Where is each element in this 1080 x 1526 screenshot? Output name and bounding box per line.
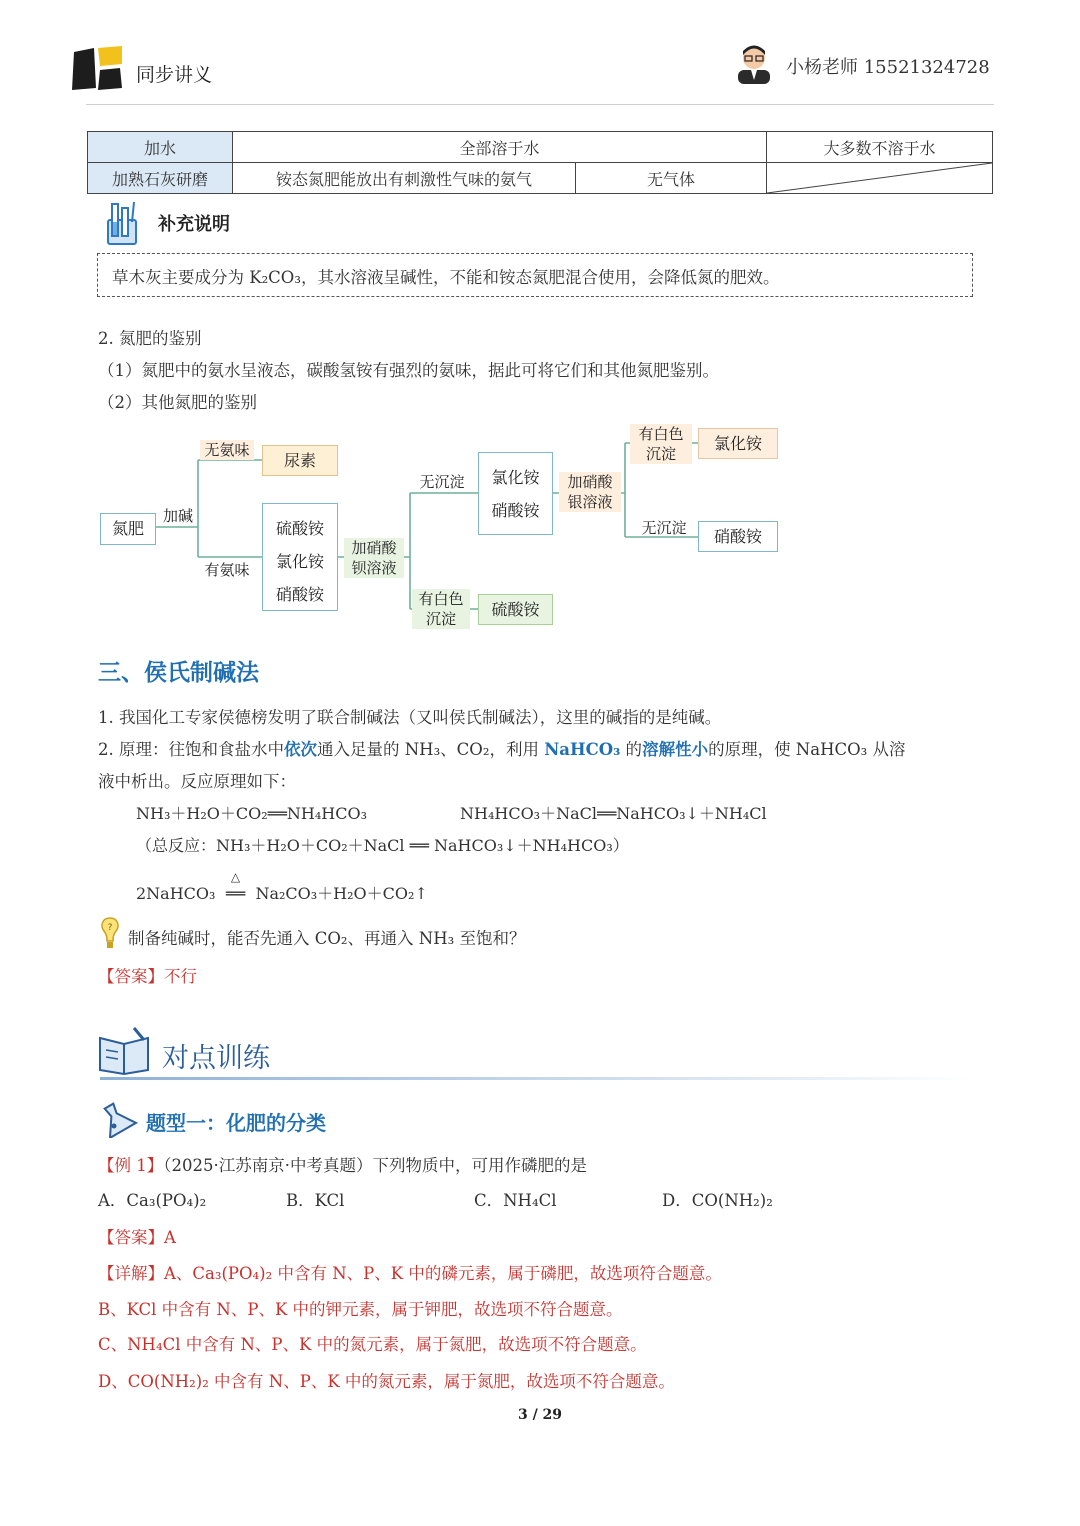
svg-text:?: ? [107,923,113,933]
flow-group1-box [262,503,338,611]
table-row [88,163,993,194]
equation-total: （总反应：NH₃＋H₂O＋CO₂＋NaCl ══ NaHCO₃↓＋NH₄HCO₃） [136,836,629,855]
flow-ammonium-chloride-box: 氯化铵 [698,428,778,459]
equation-4: 2NaHCO₃ △ ══ Na₂CO₃＋H₂O＋CO₂↑ [136,870,428,903]
supplement-title: 补充说明 [158,214,230,235]
training-divider [100,1077,970,1080]
detail-line: D、CO(NH₂)₂ 中含有 N、P、K 中的氮元素，属于氮肥，故选项不符合题意。 [98,1372,675,1391]
detail-line: C、NH₄Cl 中含有 N、P、K 中的氮元素，属于氮肥，故选项不符合题意。 [98,1335,647,1354]
flow-label-line: 钡溶液 [351,559,397,577]
flow-label-line: 有白色 [418,590,464,608]
example-answer: 【答案】A [98,1228,176,1247]
section3-p1: 1. 我国化工专家侯德榜发明了联合制碱法（又叫侯氏制碱法），这里的碱指的是纯碱。 [98,708,722,727]
flow-label-no-ppt2: 无沉淀 [641,519,687,537]
flow-urea-box: 尿素 [262,445,338,476]
option-b: B．KCl [286,1191,345,1210]
identify-p1: （1）氮肥中的氨水呈液态，碳酸氢铵有强烈的氨味，据此可将它们和其他氮肥鉴别。 [98,361,719,380]
option-c: C．NH₄Cl [474,1191,557,1210]
question-answer: 【答案】不行 [98,967,197,986]
table-cell: 铵态氮肥能放出有刺激性气味的氨气 [233,163,576,194]
flow-group2-box [478,452,553,535]
flow-item: 硫酸铵 [275,519,324,538]
book-icon [96,1024,152,1076]
question-text: 制备纯碱时，能否先通入 CO₂、再通入 NH₃ 至饱和？ [128,929,526,948]
flow-item: 氯化铵 [275,552,324,571]
training-title: 对点训练 [162,1043,270,1074]
avatar [734,40,774,84]
identify-p2: （2）其他氮肥的鉴别 [98,393,257,412]
flow-label-add-base: 加碱 [162,507,193,525]
flow-item: 硝酸铵 [275,585,324,604]
option-a: A．Ca₃(PO₄)₂ [98,1191,207,1210]
flow-ammonium-nitrate-box: 硝酸铵 [698,521,778,552]
section3-p2: 2. 原理：往饱和食盐水中依次通入足量的 NH₃、CO₂，利用 NaHCO₃ 的溶解性小的原理，使 NaHCO₃ 从溶 [98,740,906,759]
supplement-text: 草木灰主要成分为 K₂CO₃，其水溶液呈碱性，不能和铵态氮肥混合使用，会降低氮的肥效。 [112,268,780,287]
flow-label-no-ppt: 无沉淀 [419,473,465,491]
section3-p3: 液中析出。反应原理如下： [98,772,296,791]
flow-label-white-ppt [412,589,470,629]
flow-label-line: 加硝酸 [351,539,397,557]
flow-label-add-ba [344,538,404,578]
flow-label-has-ammonia: 有氨味 [204,561,250,579]
table-cell: 大多数不溶于水 [767,132,993,163]
type1-title: 题型一：化肥的分类 [146,1111,326,1135]
table-cell: 全部溶于水 [233,132,767,163]
table-cell-empty [767,163,993,194]
equation-2: NH₄HCO₃＋NaCl══NaHCO₃↓＋NH₄Cl [460,804,767,823]
identify-heading: 2. 氮肥的鉴别 [98,329,202,348]
fertilizer-table [87,131,993,194]
flow-item: 氯化铵 [491,468,540,487]
table-cell-label: 加熟石灰研磨 [88,163,233,194]
flow-label-white-ppt2 [630,424,692,464]
test-tube-icon [102,200,144,246]
flow-root-box: 氮肥 [100,513,156,545]
teacher-info: 小杨老师 15521324728 [786,57,990,78]
flow-item: 硝酸铵 [491,501,540,520]
question-bulb-icon [98,916,122,952]
section3-title: 三、侯氏制碱法 [98,660,259,686]
flow-label-line: 沉淀 [425,610,456,628]
flow-ammonium-sulfate-box: 硫酸铵 [478,594,553,625]
flow-label-line: 沉淀 [645,445,676,463]
example-question: 【例 1】（2025·江苏南京·中考真题）下列物质中，可用作磷肥的是 [98,1156,587,1175]
supplement-box [97,253,973,297]
flow-label-line: 有白色 [638,425,684,443]
flow-label-line: 加硝酸 [567,473,613,491]
flow-label-line: 银溶液 [567,493,613,511]
flow-label-no-ammonia: 无氨味 [200,440,254,460]
table-cell: 无气体 [576,163,767,194]
flask-icon [96,1100,138,1138]
detail-line: 【详解】A、Ca₃(PO₄)₂ 中含有 N、P、K 中的磷元素，属于磷肥，故选项符合题意。 [98,1264,722,1283]
header-title: 同步讲义 [136,64,213,86]
detail-line: B、KCl 中含有 N、P、K 中的钾元素，属于钾肥，故选项不符合题意。 [98,1300,623,1319]
page-number: 3 / 29 [517,1407,563,1423]
logo-icon [70,46,126,92]
table-row [88,132,993,163]
equation-1: NH₃＋H₂O＋CO₂══NH₄HCO₃ [136,804,367,823]
flow-label-add-ag [559,472,621,512]
header-divider [86,104,994,105]
option-d: D．CO(NH₂)₂ [662,1191,773,1210]
table-cell-label: 加水 [88,132,233,163]
